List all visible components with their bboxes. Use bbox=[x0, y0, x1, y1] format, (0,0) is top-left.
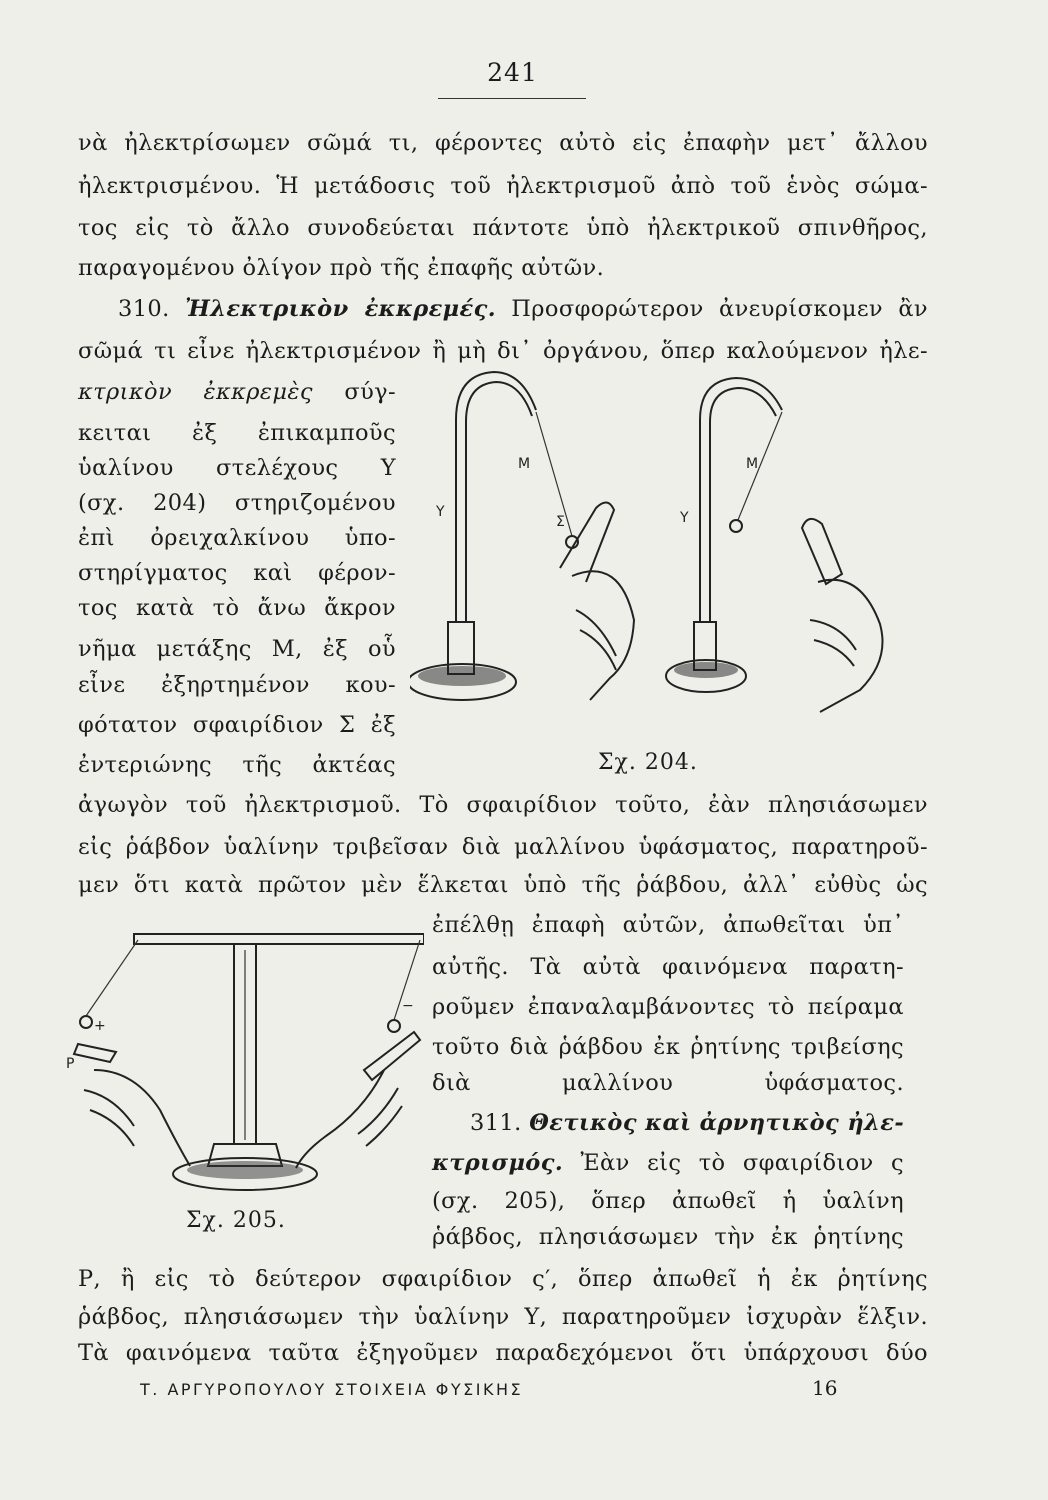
text-line: φότατον σφαιρίδιον Σ ἐξ bbox=[78, 712, 396, 738]
text-line: εἶνε ἐξηρτημένον κου- bbox=[78, 672, 396, 698]
text-line: νῆμα μετάξης Μ, ἐξ οὗ bbox=[78, 636, 396, 662]
fingers-right-205 bbox=[358, 1088, 402, 1146]
label-m-right: M bbox=[746, 456, 759, 472]
page-number: 241 bbox=[487, 58, 538, 87]
footer-book-title: Τ. ΑΡΓΥΡΟΠΟΥΛΟΥ ΣΤΟΙΧΕΙΑ ΦΥΣΙΚΗΣ bbox=[140, 1380, 524, 1399]
hand-right bbox=[818, 580, 883, 712]
figure-204-caption: Σχ. 204. bbox=[598, 750, 698, 775]
text-line: Ρ, ἢ εἰς τὸ δεύτερον σφαιρίδιον ς′, ὅπερ ἀπωθεῖ ἡ ἐκ ῥητίνης bbox=[78, 1266, 928, 1292]
pith-ball-right bbox=[730, 520, 742, 532]
section-title: Ἠλεκτρικὸν ἐκκρεμές. bbox=[185, 296, 496, 322]
figure-204-electric-pendulum bbox=[410, 360, 930, 740]
hand-left bbox=[572, 571, 634, 700]
section-311-heading-line bbox=[470, 1108, 904, 1138]
text-line: ῥάβδος, πλησιάσωμεν τὴν ὑαλίνην Υ, παρατηροῦμεν ἰσχυρὰν ἕλξιν. bbox=[78, 1304, 928, 1330]
glass-rod-left-inner bbox=[466, 382, 532, 622]
text-line: νὰ ἠλεκτρίσωμεν σῶμά τι, φέροντες αὐτὸ εἰς ἐπαφὴν μετ᾽ ἄλλου bbox=[78, 130, 928, 156]
footer-signature-mark: 16 bbox=[812, 1376, 838, 1400]
section-310-heading-line bbox=[118, 294, 928, 324]
section-number: 310. bbox=[118, 296, 170, 322]
rubbed-rod-left bbox=[560, 502, 614, 582]
text-line: ἀγωγὸν τοῦ ἠλεκτρισμοῦ. Τὸ σφαιρίδιον τοῦτο, ἐὰν πλησιάσωμεν bbox=[78, 792, 928, 818]
resin-rod-left bbox=[74, 1044, 116, 1062]
text-line: ροῦμεν ἐπαναλαμβάνοντες τὸ πείραμα bbox=[432, 994, 904, 1020]
text-line: (σχ. 205), ὅπερ ἀπωθεῖ ἡ ὑαλίνη bbox=[432, 1188, 904, 1214]
text-line: (σχ. 204) στηριζομένου bbox=[78, 490, 396, 516]
text-line: μεν ὅτι κατὰ πρῶτον μὲν ἕλκεται ὑπὸ τῆς ῥάβδου, ἀλλ᾽ εὐθὺς ὡς bbox=[78, 872, 928, 898]
silk-thread-left bbox=[536, 412, 572, 536]
text-line: παραγομένου ὀλίγον πρὸ τῆς ἐπαφῆς αὐτῶν. bbox=[78, 255, 605, 281]
text-span: Προσφορώτερον ἀνευρίσκομεν ἂν bbox=[511, 296, 928, 322]
text-line: ἠλεκτρισμένου. Ἡ μετάδοσις τοῦ ἠλεκτρισμοῦ ἀπὸ τοῦ ἑνὸς σώμα- bbox=[78, 173, 928, 199]
text-line: κειται ἐξ ἐπικαμποῦς bbox=[78, 420, 396, 446]
section-title-cont: κτρισμός. bbox=[432, 1150, 564, 1176]
ball-right bbox=[388, 1020, 400, 1032]
hand-right-205 bbox=[296, 1070, 384, 1168]
figure-205-caption: Σχ. 205. bbox=[186, 1208, 286, 1233]
text-line: αὐτῆς. Τὰ αὐτὰ φαινόμενα παρατη- bbox=[432, 954, 904, 980]
label-y-right: Y bbox=[680, 510, 689, 526]
glass-rod-right bbox=[700, 378, 782, 622]
text-line: Τὰ φαινόμενα ταῦτα ἐξηγοῦμεν παραδεχόμενοι ὅτι ὑπάρχουσι δύο bbox=[78, 1340, 928, 1366]
ball-left bbox=[80, 1016, 92, 1028]
text-line: σῶμά τι εἶνε ἠλεκτρισμένον ἢ μὴ δι᾽ ὀργάνου, ὅπερ καλούμενον ἠλε- bbox=[78, 338, 928, 364]
fingers-right bbox=[810, 620, 856, 666]
text-line: τος εἰς τὸ ἄλλο συνοδεύεται πάντοτε ὑπὸ ἠλεκτρικοῦ σπινθῆρος, bbox=[78, 215, 928, 241]
thread-left bbox=[86, 940, 138, 1016]
text-line: διὰ μαλλίνου ὑφάσματος. bbox=[432, 1070, 904, 1096]
crossbar bbox=[134, 934, 424, 944]
text-line bbox=[78, 377, 396, 407]
figure-205-double-pendulum bbox=[64, 920, 424, 1210]
section-title: Θετικὸς καὶ ἀρνητικὸς ἠλε- bbox=[529, 1110, 905, 1136]
text-line: ἐπὶ ὀρειχαλκίνου ὑπο- bbox=[78, 525, 396, 551]
text-line: τος κατὰ τὸ ἄνω ἄκρον bbox=[78, 595, 396, 621]
text-line: ἐντεριώνης τῆς ἀκτέας bbox=[78, 752, 396, 778]
text-line: ῥάβδος, πλησιάσωμεν τὴν ἐκ ῥητίνης bbox=[432, 1224, 904, 1250]
text-line: εἰς ῥάβδον ὑαλίνην τριβεῖσαν διὰ μαλλίνου ὑφάσματος, παρατηροῦ- bbox=[78, 834, 928, 860]
glass-rod-right-inner bbox=[710, 388, 776, 622]
fingers-left-205 bbox=[84, 1090, 134, 1146]
fingers-left bbox=[576, 610, 616, 670]
silk-thread-right bbox=[738, 412, 782, 520]
section-number: 311. bbox=[470, 1110, 522, 1136]
stand-base-shadow bbox=[187, 1161, 303, 1179]
text-line: στηρίγματος καὶ φέρον- bbox=[78, 560, 396, 586]
rubbed-rod-right bbox=[802, 519, 842, 584]
label-sigma-left: Σ bbox=[556, 514, 565, 530]
label-minus: − bbox=[402, 998, 414, 1014]
label-m-left: M bbox=[518, 456, 531, 472]
glass-rod-left bbox=[456, 372, 536, 622]
text-line bbox=[432, 1148, 904, 1178]
label-plus: + bbox=[94, 1018, 106, 1034]
text-line: ἐπέλθῃ ἐπαφὴ αὐτῶν, ἀπωθεῖται ὑπ᾽ bbox=[432, 912, 904, 938]
label-p: P bbox=[66, 1056, 75, 1072]
text-line: ὑαλίνου στελέχους Υ bbox=[78, 455, 396, 481]
text-line: τοῦτο διὰ ῥάβδου ἐκ ῥητίνης τριβείσης bbox=[432, 1034, 904, 1060]
glass-rod-right-205 bbox=[364, 1032, 420, 1080]
text-span: Ἐὰν εἰς τὸ σφαιρίδιον ς bbox=[580, 1150, 904, 1176]
header-rule bbox=[438, 98, 586, 99]
text-span: σύγ- bbox=[344, 379, 396, 405]
pendulum-base-shadow-left bbox=[418, 666, 506, 686]
term-italic: κτρικὸν ἐκκρεμὲς bbox=[78, 379, 313, 405]
label-y-left: Y bbox=[436, 504, 445, 520]
